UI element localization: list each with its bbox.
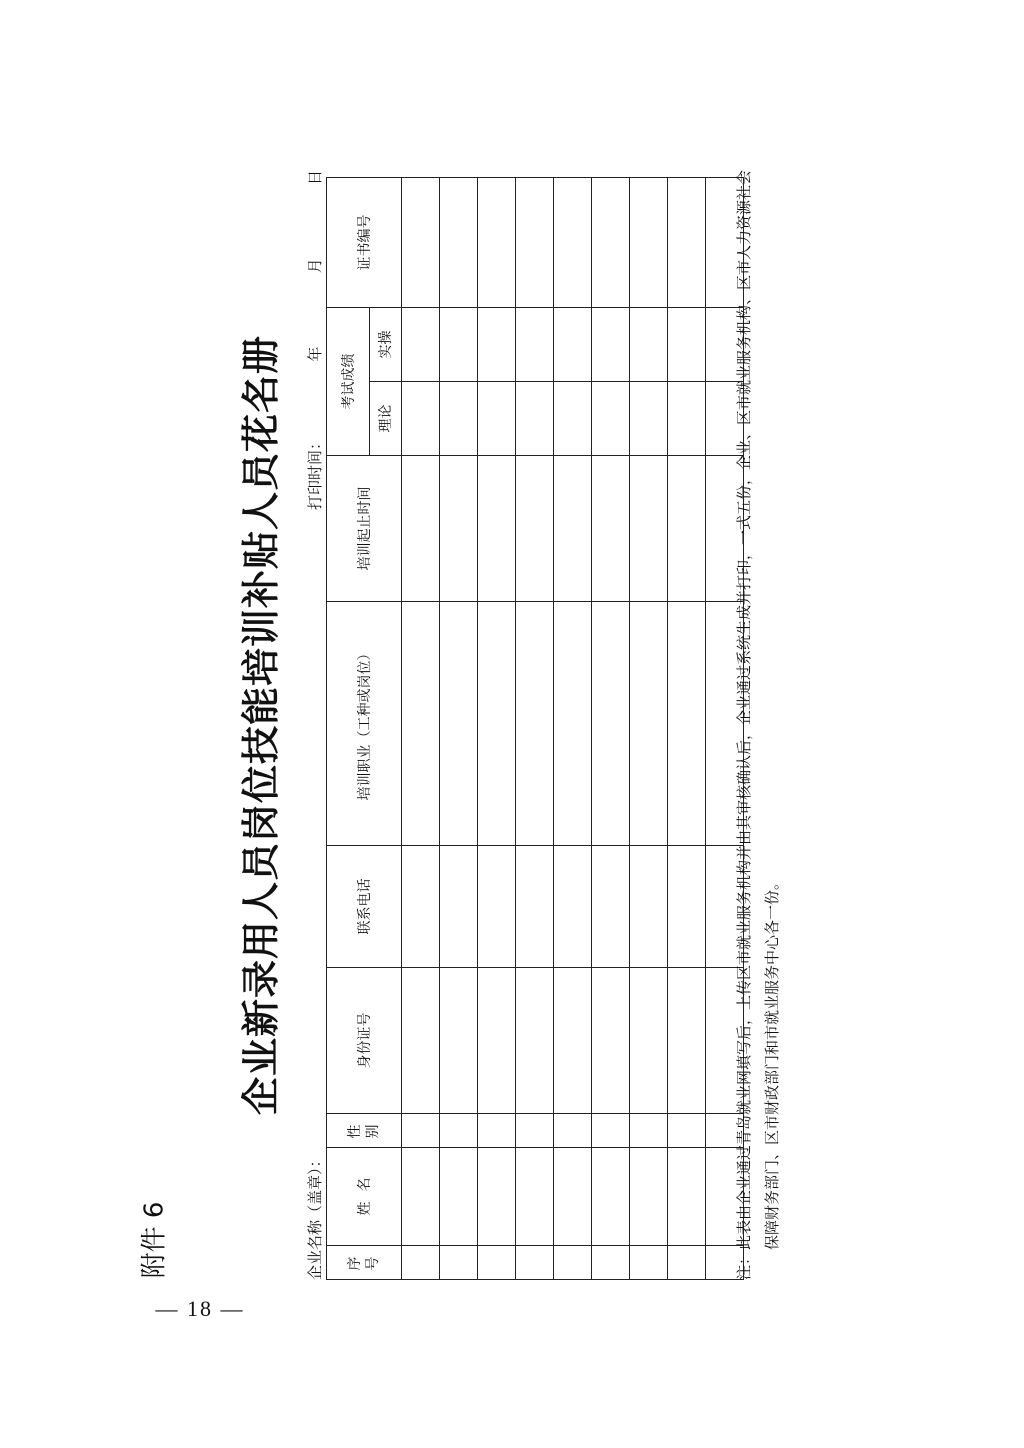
table-cell[interactable] xyxy=(516,968,554,1114)
attachment-text: 附件 6 xyxy=(139,1201,170,1279)
table-row xyxy=(668,178,706,1280)
table-cell[interactable] xyxy=(630,1246,668,1280)
table-cell[interactable] xyxy=(402,602,440,846)
table-cell[interactable] xyxy=(478,1114,516,1148)
table-cell[interactable] xyxy=(440,1148,478,1246)
table-cell[interactable] xyxy=(402,968,440,1114)
table-cell[interactable] xyxy=(554,178,592,308)
table-cell[interactable] xyxy=(402,846,440,968)
header-gender-2: 别 xyxy=(365,1122,381,1139)
attachment-label xyxy=(112,1200,192,1280)
table-cell[interactable] xyxy=(440,178,478,308)
table-cell[interactable] xyxy=(516,602,554,846)
table-cell[interactable] xyxy=(554,1148,592,1246)
header-name xyxy=(327,1148,402,1246)
company-name-field xyxy=(304,1152,325,1280)
table-cell[interactable] xyxy=(630,1114,668,1148)
table-cell[interactable] xyxy=(440,1114,478,1148)
roster-page xyxy=(218,169,781,1280)
print-day-label: 日 xyxy=(306,170,324,186)
table-cell[interactable] xyxy=(554,968,592,1114)
company-name-label: 企业名称（盖章）： xyxy=(306,1152,324,1280)
header-exam: 考试成绩 xyxy=(327,308,370,456)
table-cell[interactable] xyxy=(668,968,706,1114)
table-cell[interactable] xyxy=(516,846,554,968)
header-seq xyxy=(327,1246,402,1280)
table-cell[interactable] xyxy=(630,968,668,1114)
table-cell[interactable] xyxy=(478,846,516,968)
table-cell[interactable] xyxy=(516,1114,554,1148)
table-cell[interactable] xyxy=(440,1246,478,1280)
table-cell[interactable] xyxy=(516,308,554,382)
table-cell[interactable] xyxy=(668,456,706,602)
table-cell[interactable] xyxy=(402,1148,440,1246)
print-year-label: 年 xyxy=(306,346,324,362)
header-theory: 理论 xyxy=(369,382,401,456)
table-cell[interactable] xyxy=(516,1148,554,1246)
table-cell[interactable] xyxy=(402,382,440,456)
table-row xyxy=(630,178,668,1280)
header-certificate: 证书编号 xyxy=(327,178,402,308)
header-seq-1: 序 xyxy=(347,1254,363,1271)
table-cell[interactable] xyxy=(402,308,440,382)
table-cell[interactable] xyxy=(668,846,706,968)
table-cell[interactable] xyxy=(592,456,630,602)
table-cell[interactable] xyxy=(592,846,630,968)
header-practice: 实操 xyxy=(369,308,401,382)
table-cell[interactable] xyxy=(592,602,630,846)
table-cell[interactable] xyxy=(478,456,516,602)
table-cell[interactable] xyxy=(630,1148,668,1246)
table-cell[interactable] xyxy=(440,846,478,968)
table-cell[interactable] xyxy=(592,968,630,1114)
header-seq-2: 号 xyxy=(365,1254,381,1271)
table-cell[interactable] xyxy=(516,456,554,602)
table-cell[interactable] xyxy=(478,968,516,1114)
table-cell[interactable] xyxy=(630,846,668,968)
table-cell[interactable] xyxy=(402,1114,440,1148)
header-gender xyxy=(327,1114,402,1148)
table-row xyxy=(592,178,630,1280)
table-cell[interactable] xyxy=(516,178,554,308)
table-cell[interactable] xyxy=(554,1246,592,1280)
table-cell[interactable] xyxy=(440,968,478,1114)
table-cell[interactable] xyxy=(592,1114,630,1148)
table-cell[interactable] xyxy=(668,382,706,456)
table-cell[interactable] xyxy=(402,178,440,308)
header-name-2: 名 xyxy=(357,1177,373,1192)
table-cell[interactable] xyxy=(440,602,478,846)
table-cell[interactable] xyxy=(478,1246,516,1280)
table-cell[interactable] xyxy=(668,308,706,382)
table-cell[interactable] xyxy=(554,382,592,456)
header-name-1: 姓 xyxy=(357,1191,373,1216)
print-month-label: 月 xyxy=(306,258,324,274)
footnote xyxy=(730,170,786,1280)
table-cell[interactable] xyxy=(668,1114,706,1148)
footnote-text: 此表由企业通过青岛就业网填写后，上传区市就业服务机构并由其审核确认后，企业通过系统生成并打印，一式五份，企业、区市就业服务机构、区市人力资源社会保障财务部门、区市财政部门和市就业服务中心各一份。 xyxy=(735,169,781,1250)
table-cell[interactable] xyxy=(478,308,516,382)
table-cell[interactable] xyxy=(592,1246,630,1280)
table-row xyxy=(440,178,478,1280)
table-cell[interactable] xyxy=(478,602,516,846)
table-cell[interactable] xyxy=(554,602,592,846)
table-cell[interactable] xyxy=(592,1148,630,1246)
table-cell[interactable] xyxy=(516,382,554,456)
table-cell[interactable] xyxy=(478,178,516,308)
table-cell[interactable] xyxy=(630,178,668,308)
table-cell[interactable] xyxy=(440,456,478,602)
table-cell[interactable] xyxy=(630,602,668,846)
table-cell[interactable] xyxy=(592,178,630,308)
table-cell[interactable] xyxy=(592,308,630,382)
roster-body xyxy=(402,178,744,1280)
footnote-label: 注： xyxy=(735,1249,753,1280)
table-cell[interactable] xyxy=(668,602,706,846)
table-cell[interactable] xyxy=(478,1148,516,1246)
print-time-label: 打印时间： xyxy=(306,434,324,510)
table-row xyxy=(516,178,554,1280)
header-gender-1: 性 xyxy=(347,1122,363,1139)
table-cell[interactable] xyxy=(554,1114,592,1148)
table-cell[interactable] xyxy=(668,178,706,308)
roster-table xyxy=(326,177,744,1280)
table-cell[interactable] xyxy=(554,308,592,382)
table-row xyxy=(478,178,516,1280)
table-cell[interactable] xyxy=(440,308,478,382)
document-title: 企业新录用人员岗位技能培训补贴人员花名册 xyxy=(238,335,283,1116)
print-time-field xyxy=(304,170,325,510)
table-cell[interactable] xyxy=(668,1148,706,1246)
table-cell[interactable] xyxy=(478,382,516,456)
table-cell[interactable] xyxy=(592,382,630,456)
header-id-number: 身份证号 xyxy=(327,968,402,1114)
table-cell[interactable] xyxy=(630,456,668,602)
table-row xyxy=(402,178,440,1280)
table-cell[interactable] xyxy=(402,456,440,602)
header-phone: 联系电话 xyxy=(327,846,402,968)
header-period: 培训起止时间 xyxy=(327,456,402,602)
header-occupation: 培训职业（工种或岗位） xyxy=(327,602,402,846)
table-cell[interactable] xyxy=(516,1246,554,1280)
page-number: — 18 — xyxy=(155,1296,245,1321)
table-cell[interactable] xyxy=(668,1246,706,1280)
table-cell[interactable] xyxy=(402,1246,440,1280)
table-cell[interactable] xyxy=(630,308,668,382)
table-row xyxy=(554,178,592,1280)
table-cell[interactable] xyxy=(554,846,592,968)
table-cell[interactable] xyxy=(554,456,592,602)
table-cell[interactable] xyxy=(440,382,478,456)
table-cell[interactable] xyxy=(630,382,668,456)
